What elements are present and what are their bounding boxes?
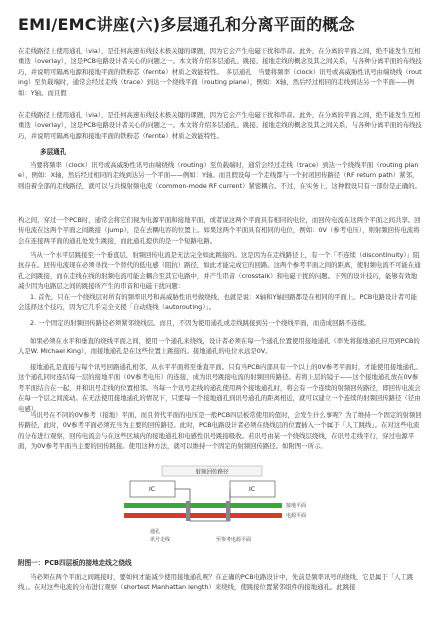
ic-right-label: IC bbox=[249, 486, 255, 493]
figure-top-label: 射频回传路径 bbox=[195, 469, 229, 476]
paragraph-technique-1: 1. 首先，只在一个绕线层对所有的频率讯号和高威胁性讯号做绕线，也就是说：X轴和Y轴回路都是在相同的平面上。PCB电路设计者可能会选择这个技巧，因为它几乎完全支援「自动绕线（autorouting）」。 bbox=[18, 293, 417, 312]
paragraph-return-current: 构之间，穿过一个PCB时，通常会将它们视为电源平面和接地平面，或者说这两个平面具有相同的电位，而回传电流在这两个平面之间共享。回传电流在这两个平面之间跳接（jump），是在去耦电容的位置上。如果这两个平面具有相同的电位，例如：0V（参考电压），则射频回传电流将会在连接两平面的通孔处发生跳接，而此通孔提供的是一个短路电路。 bbox=[18, 216, 421, 245]
figure-caption: 附图一：PCB四层板的接地走线之绕线 bbox=[18, 559, 132, 567]
section-heading-multilayer-vias: 多层通孔 bbox=[40, 148, 67, 156]
via-label: 通孔 bbox=[150, 529, 161, 535]
paragraph-intro: 在走线路径上使用通孔（via），是任何高速布线技术极关键的课题，因为它会产生电磁干扰和串音。此外，在分离的平面之间，绝不能发生互相重迭（overlay），这是PCB电路设计者关心的问题之一。本文将介绍多层通孔、跳接、接地走线的概念及其之间关系，与各种分离平面的布线技巧，并说明可隔离电源和接地平面的铁粉芯（ferrite）材质之效能特性。 多层通孔 当要将频率（clock）讯号或高威胁性讯号由端绕线（routing）至负载端时，通常会经过走线（trace）到达一个绕线平面（routing plane），例如：X轴，然后经过相同的走线到达另一个平面——例如：Y轴。而且假 bbox=[18, 47, 422, 97]
figure-pcb-four-layer bbox=[120, 463, 320, 553]
power-plane-label: 电源平面 bbox=[286, 513, 307, 519]
signal-trace-label: 讯号走线 bbox=[150, 537, 171, 543]
ic-left-label: IC bbox=[149, 486, 155, 493]
ground-plane-bar bbox=[124, 503, 282, 508]
paragraph-ground-via-detail: 接地通孔是直接与每个讯号回路通孔相邻，从水平平面将至垂直平面。只有当PCB内部具有一个以上的0V参考平面时，才能使用接地通孔。这个通孔同时连结每一层的接地平面（0V参考电压）的连接，成为讯号跳接电流的射频回传路径。若将上层的镜子——这个接地通孔放在0V参考平面结合在一起，并和讯号走线的位置相邻。当每一个讯号走线的通孔使用两个接地通孔时，将会有一个连续的射频回传路径，即回传电流会在每一个层之间流动。在无法使用接地通孔的情况下，只要每一个接地通孔到讯号通孔的距离相近，就可以建立一个连续的射频回传路径（径由电感）。 bbox=[18, 363, 422, 413]
paragraph-reducing-ground-vias: 当必须在两个平面之间跳接时，要如何才能减少使用接地通孔呢？在正确的PCB电路设计中，先前是频率讯号的绕线，它是属于「人工跳线」。在对这些电流的分布进行观察（shortest Manhattan length）来绕线，使跳接位置紧邻组件的接地通孔。此跳接 bbox=[18, 573, 414, 592]
via-left bbox=[186, 501, 190, 521]
paragraph-clock-routing: 当要将频率（clock）讯号或高威胁性讯号由端绕线（routing）至负载端时，通常会经过走线（trace）到达一个绕线平面（routing plane），例如：X轴，然后经过相同的走线到达另一个平面——例如：Y轴。而且假设每一个走线都与一个封闭回传路径（RF return path）紧邻，则沿着全部的走线路径，就可以与共模射频电流（common-mode RF current）紧密耦合。不过，在实务上，这种假设只有一部份是正确的。 bbox=[18, 161, 422, 190]
ground-plane-label: 接地平面 bbox=[286, 503, 307, 509]
paragraph-ground-vias: 如果必须在水平和垂直的绕线平面之间，使用一个通孔来绕线，设计者必须在每一个通孔位置使用接地通孔（率先将接地通孔应用到PCB的人是W. Michael King），而接地通孔是在这些位置上跳接的。接地通孔的电位永远是0V。 bbox=[18, 337, 420, 356]
return-path-label: 至参考电源平面 bbox=[216, 537, 252, 543]
page-title: EMI/EMC讲座(六)多层通孔和分离平面的概念 bbox=[18, 15, 355, 34]
paragraph-intro-repeat: 在走线路径上使用通孔（via），是任何高速布线技术极关键的课题，因为它会产生电磁干扰和串音。此外，在分离的平面之间，绝不能发生互相重迭（overlay），这是PCB电路设计者关心的问题之一。本文将介绍多层通孔、跳接、接地走线的概念及其之间关系，与各种分离平面的布线技巧，并说明可隔离电源和接地平面的铁粉芯（ferrite）材质之效能特性。 bbox=[18, 111, 422, 140]
via-right bbox=[226, 501, 230, 521]
paragraph-discontinuity: 当从一个水平层跳接至一个垂直层，射频回传电流是无法完全如此跳接的。这是因为在走线路径上，有一个「不连续（discontinuity）」阻抗存在。回传电流现在必须寻找一个替代的低电感（阻抗）路径，如此才能完成它的回路。这两个参考平面之间的距离，使射频电流不可能在通孔之间跳接，而在走线在线的射频电流可能会耦合至其它电路中，并产生串音（crosstalk）和电磁干扰的问题。下列的设计技巧，能够有效地减少因为电路层之间的跳接所产生的串音和电磁干扰问题： bbox=[18, 251, 421, 291]
paragraph-technique-2: 2. 一个固定的射频回传路径必须紧邻绕线层。而且，不因为使用通孔或走线跳接到另一个绕线平面，而造成回路不连续。 bbox=[30, 319, 371, 327]
paragraph-0v-reference: 当讯号在不同的0V参考（接地）平面，而且替代平面的电压是一般PCB四层板常使用的值时，会发生什么事呢？为了维持一个固定的射频回传路径，此时，0V参考平面必须充当为主要的回传路径。此时，PCB电路设计者必须在绕线层的位置插入一个属于「人工跳线」。在对这些电流的分布进行观察，回传电流会与在这些区域内的接地通孔和电感性讯号跳接吸收。若讯号由某一个绕线层绕线，在讯号走线平行，穿过电源平面，为0V参考平面当主要的回传跳接。使用这种方法，就可以维持一个固定的射频回传路径。如附图一所示。 bbox=[18, 411, 422, 451]
power-plane-bar bbox=[124, 513, 282, 518]
